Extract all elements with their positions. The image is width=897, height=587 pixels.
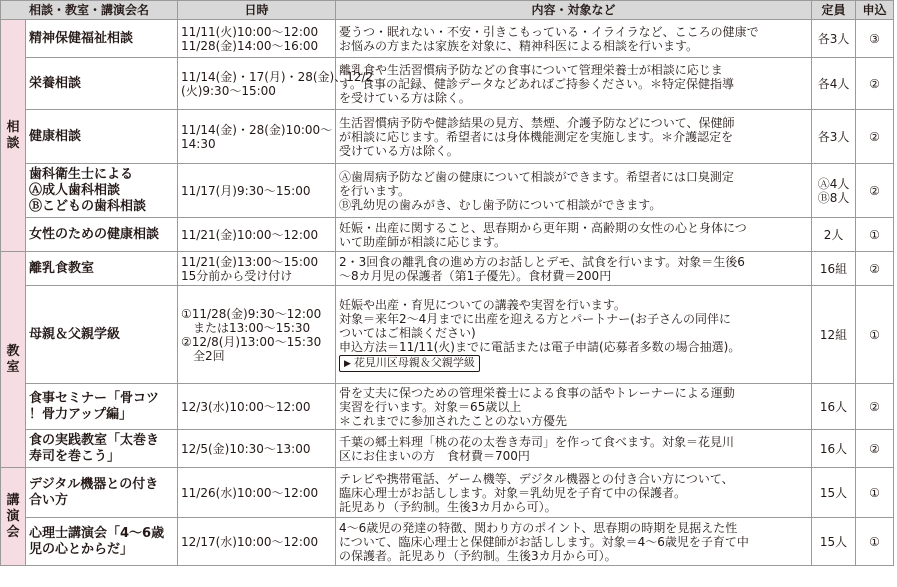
program-description: [336, 430, 812, 468]
table-row: [1, 20, 894, 58]
program-date: [178, 164, 336, 218]
program-date-line: または13:00～15:30: [181, 320, 311, 335]
search-keyword: 花見川区母親＆父親学級: [353, 355, 475, 369]
program-name: [26, 430, 178, 468]
capacity-line: 12組: [819, 327, 848, 342]
table-row: [1, 430, 894, 468]
program-date: [178, 20, 336, 58]
program-date-line: 14:30: [181, 136, 216, 151]
category-class: [1, 252, 26, 468]
header-apply: 申込: [856, 1, 894, 20]
apply-method: ②: [856, 252, 894, 286]
program-description-line: Ⓑ乳幼児の歯みがき、むし歯予防について相談ができます。: [339, 197, 662, 212]
program-name: [26, 218, 178, 252]
program-description-line: を受けている方は除く。: [339, 90, 471, 105]
program-date-line: (火)9:30～15:00: [181, 83, 276, 98]
program-description: [336, 286, 812, 384]
program-date-line: 11/17(月)9:30～15:00: [181, 183, 311, 198]
program-description-line: が相談に応じます。希望者には身体機能測定を実施します。＊介護認定を: [339, 129, 734, 144]
program-description-line: いて助産師が相談に応じます。: [339, 234, 507, 249]
program-description-line: 区にお住まいの方 食材費＝700円: [339, 448, 530, 463]
program-name-line: Ⓐ成人歯科相談: [29, 182, 121, 198]
program-date: [178, 468, 336, 518]
program-description-line: 骨を丈夫に保つための管理栄養士による食事の話やトレーナーによる運動: [339, 385, 735, 400]
capacity-line: Ⓑ8人: [817, 190, 850, 205]
capacity-line: 16人: [819, 399, 848, 414]
capacity: [812, 110, 856, 164]
program-name: [26, 164, 178, 218]
capacity-line: 各3人: [817, 31, 850, 46]
program-name-line: 母親＆父親学級: [29, 326, 121, 342]
program-date-line: 11/14(金)・17(月)・28(金)、12/2: [181, 69, 374, 84]
capacity: [812, 164, 856, 218]
program-date-line: 15分前から受け付け: [181, 268, 293, 283]
program-description-line: について、臨床心理士と保健師がお話しします。対象＝4～6歳児を子育て中: [339, 534, 749, 549]
capacity-line: 15人: [819, 534, 848, 549]
program-date: [178, 518, 336, 566]
apply-method: ③: [856, 20, 894, 58]
capacity-line: 各3人: [817, 129, 850, 144]
category-label: 相談: [6, 119, 20, 151]
program-date-line: 全2回: [181, 348, 225, 363]
program-description-line: 2・3回食の離乳食の進め方のお話しとデモ、試食を行います。対象＝生後6: [339, 254, 745, 269]
apply-method: ②: [856, 430, 894, 468]
capacity: [812, 218, 856, 252]
program-date-line: 11/21(金)13:00～15:00: [181, 254, 319, 269]
apply-method: ②: [856, 164, 894, 218]
program-description-line: 実習を行います。対象＝65歳以上: [339, 399, 522, 414]
program-name-line: Ⓑこどもの歯科相談: [29, 198, 147, 214]
program-date-line: 11/14(金)・28(金)10:00～: [181, 122, 333, 137]
program-date-line: ①11/28(金)9:30～12:00: [181, 306, 322, 321]
program-name-line: デジタル機器との付き: [29, 476, 159, 492]
program-description-line: 妊娠・出産に関すること、思春期から更年期・高齢期の女性の心と身体につ: [339, 220, 747, 235]
program-description-line: 千葉の郷土料理「桃の花の太巻き寿司」を作って食べます。対象＝花見川: [339, 434, 735, 449]
program-description-line: 憂うつ・眠れない・不安・引きこもっている・イライラなど、こころの健康で: [339, 24, 759, 39]
program-description-line: 4～6歳児の発達の特徴、関わり方のポイント、思春期の時期を見据えた性: [339, 520, 738, 535]
program-name: [26, 384, 178, 430]
capacity: [812, 20, 856, 58]
capacity: [812, 518, 856, 566]
capacity-line: 16人: [819, 441, 848, 456]
program-date-line: ②12/8(月)13:00～15:30: [181, 334, 322, 349]
header-date: 日時: [178, 1, 336, 20]
program-description-line: ついてはご相談ください): [339, 325, 476, 340]
program-name-line: 合い方: [29, 492, 69, 508]
program-name-line: 食事セミナー「骨コツ: [29, 390, 160, 406]
program-name: [26, 468, 178, 518]
program-description-line: 対象＝来年2～4月までに出産を迎える方とパートナー(お子さんの同伴に: [339, 311, 731, 326]
table-row: [1, 252, 894, 286]
program-date: [178, 384, 336, 430]
program-description: [336, 518, 812, 566]
program-date-line: 11/21(金)10:00～12:00: [181, 227, 319, 242]
program-description-line: を行います。: [339, 183, 411, 198]
program-name-line: 寿司を巻こう」: [29, 448, 121, 464]
search-icon: ▶: [344, 358, 351, 369]
apply-method: ②: [856, 110, 894, 164]
program-date-line: 12/5(金)10:30～13:00: [181, 441, 311, 456]
capacity-line: 各4人: [817, 76, 850, 91]
program-description: [336, 218, 812, 252]
capacity: [812, 468, 856, 518]
category-lecture: [1, 468, 26, 566]
program-date: [178, 218, 336, 252]
program-name: [26, 252, 178, 286]
capacity: [812, 252, 856, 286]
program-name: [26, 20, 178, 58]
program-description-line: 生活習慣病予防や健診結果の見方、禁煙、介護予防などについて、保健師: [339, 115, 735, 130]
capacity: [812, 286, 856, 384]
program-description-line: 妊娠や出産・育児についての講義や実習を行います。: [339, 297, 626, 312]
program-description: [336, 58, 812, 110]
apply-method: ①: [856, 286, 894, 384]
program-description: [336, 384, 812, 430]
program-description: [336, 20, 812, 58]
program-description-line: Ⓐ歯周病予防など歯の健康について相談ができます。希望者には口臭測定: [339, 169, 734, 184]
program-description-line: 離乳食や生活習慣病予防などの食事について管理栄養士が相談に応じま: [339, 62, 723, 77]
capacity: [812, 58, 856, 110]
program-name-line: 栄養相談: [29, 75, 82, 91]
program-name-line: 食の実践教室「太巻き: [29, 432, 160, 448]
table-row: [1, 286, 894, 384]
capacity: [812, 430, 856, 468]
table-row: [1, 384, 894, 430]
program-description-line: ～8カ月児の保護者（第1子優先）。食材費＝200円: [339, 268, 612, 283]
capacity-line: 2人: [823, 227, 844, 242]
program-name: [26, 110, 178, 164]
capacity-line: 15人: [819, 485, 848, 500]
apply-method: ②: [856, 58, 894, 110]
program-name-line: 健康相談: [29, 128, 82, 144]
table-row: [1, 518, 894, 566]
program-name-line: 心理士講演会「4～6歳: [29, 525, 165, 541]
program-description-line: 臨床心理士がお話しします。対象＝乳幼児を子育て中の保護者。: [339, 485, 687, 500]
apply-method: ①: [856, 468, 894, 518]
program-date: [178, 286, 336, 384]
table-row: [1, 218, 894, 252]
apply-method: ①: [856, 218, 894, 252]
program-date: [178, 430, 336, 468]
apply-method: ②: [856, 384, 894, 430]
program-date-line: 12/17(水)10:00～12:00: [181, 534, 319, 549]
program-description: [336, 164, 812, 218]
table-row: [1, 110, 894, 164]
header-row: [1, 1, 894, 20]
table-row: [1, 468, 894, 518]
program-date-line: 12/3(水)10:00～12:00: [181, 399, 311, 414]
program-description-line: ＊これまでに参加されたことのない方優先: [339, 413, 568, 428]
program-name-line: 女性のための健康相談: [29, 226, 160, 242]
capacity-line: Ⓐ4人: [817, 176, 850, 191]
category-label: 講演会: [6, 492, 20, 540]
category-label: 教室: [6, 343, 20, 375]
program-date-line: 11/26(水)10:00～12:00: [181, 485, 319, 500]
program-name-line: 離乳食教室: [29, 260, 95, 276]
program-date: [178, 110, 336, 164]
program-description-line: 託児あり（予約制。生後3カ月から可）。: [339, 499, 557, 514]
program-description: [336, 252, 812, 286]
program-name-line: 精神保健福祉相談: [29, 30, 134, 46]
table-row: [1, 58, 894, 110]
program-name-line: ！骨力アップ編」: [29, 406, 133, 422]
capacity-line: 16組: [819, 261, 848, 276]
program-description-line: す。食事の記録、健診データなどあればご持参ください。＊特定保健指導: [339, 76, 735, 91]
program-name: [26, 58, 178, 110]
program-name: [26, 518, 178, 566]
program-name-line: 児の心とからだ」: [29, 541, 134, 557]
program-date: [178, 58, 374, 110]
program-description-line: の保護者。託児あり（予約制。生後3カ月から可）。: [339, 548, 617, 563]
category-consult: [1, 20, 26, 252]
capacity: [812, 384, 856, 430]
program-date-line: 11/11(火)10:00～12:00: [181, 24, 319, 39]
program-description: [336, 110, 812, 164]
header-content: 内容・対象など: [336, 1, 812, 20]
program-description-line: お悩みの方または家族を対象に、精神科医による相談を行います。: [339, 38, 699, 53]
program-date-line: 11/28(金)14:00～16:00: [181, 38, 319, 53]
apply-method: ①: [856, 518, 894, 566]
header-capacity: 定員: [812, 1, 856, 20]
program-description: [336, 468, 812, 518]
program-name-line: 歯科衛生士による: [29, 166, 134, 182]
table-row: [1, 164, 894, 218]
program-name: [26, 286, 178, 384]
program-description-line: テレビや携帯電話、ゲーム機等、デジタル機器との付き合い方について、: [339, 471, 734, 486]
header-name: 相談・教室・講演会名: [1, 1, 178, 20]
program-description-line: 受けている方は除く。: [339, 143, 459, 158]
search-keyword-box: [339, 355, 480, 372]
program-date: [178, 252, 336, 286]
program-description-line: 申込方法＝11/11(火)までに電話または電子申請(応募者多数の場合抽選)。: [339, 339, 741, 354]
